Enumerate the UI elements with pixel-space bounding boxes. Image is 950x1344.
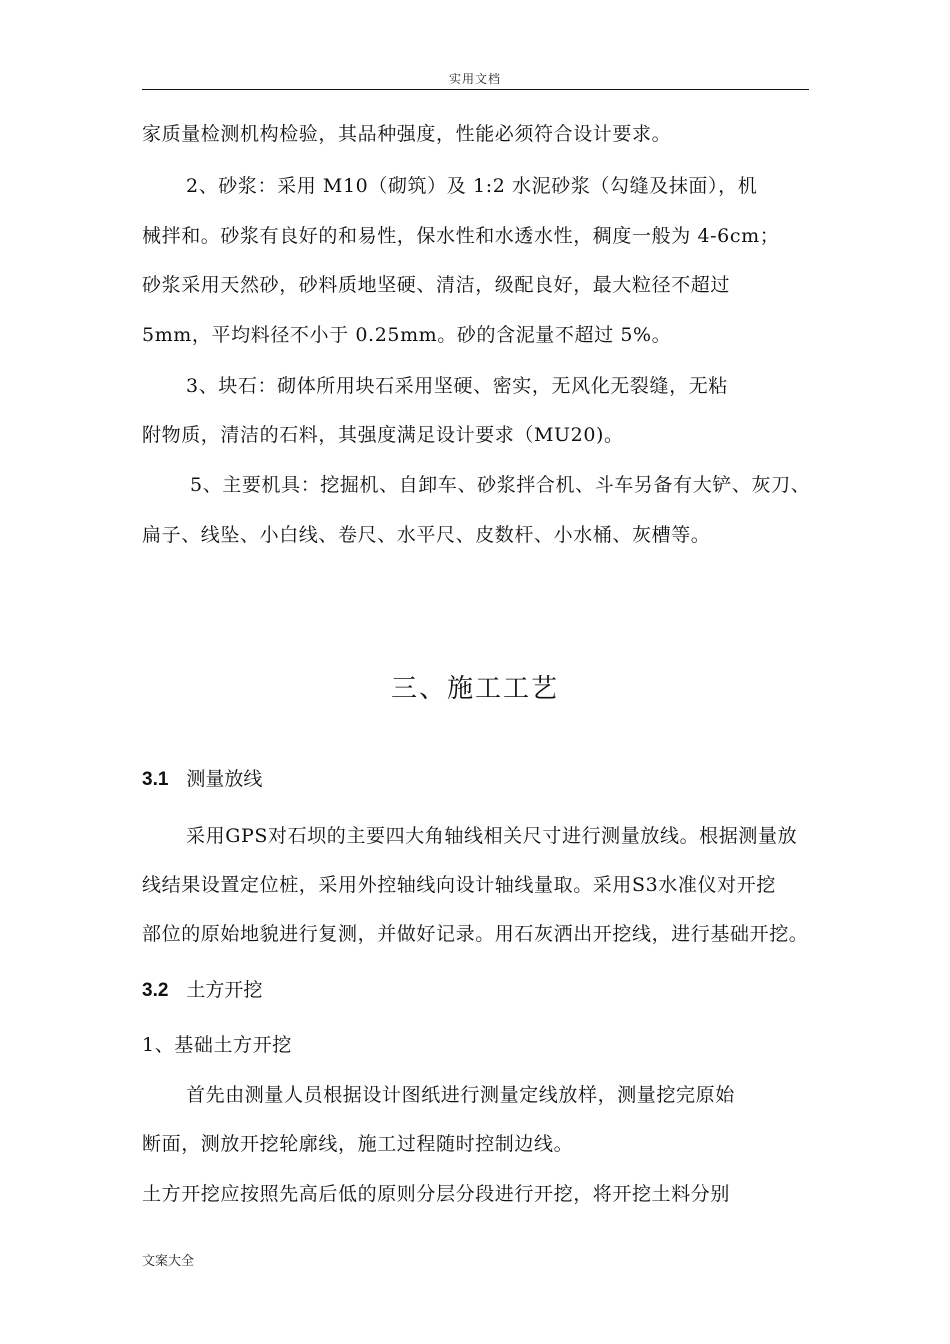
paragraph-line: 部位的原始地貌进行复测，并做好记录。用石灰洒出开挖线，进行基础开挖。 (142, 923, 809, 945)
paragraph-line: 3、块石：砌体所用块石采用坚硬、密实，无风化无裂缝，无粘 (186, 375, 728, 397)
header-divider (142, 89, 809, 90)
paragraph-line: 械拌和。砂浆有良好的和易性，保水性和水透水性，稠度一般为 4-6cm； (142, 225, 780, 247)
paragraph-line: 采用GPS对石坝的主要四大角轴线相关尺寸进行测量放线。根据测量放 (186, 825, 798, 847)
paragraph-line: 断面，测放开挖轮廓线，施工过程随时控制边线。 (142, 1133, 574, 1155)
paragraph-line: 土方开挖应按照先高后低的原则分层分段进行开挖，将开挖土料分别 (142, 1183, 731, 1205)
subsection-title: 测量放线 (186, 768, 263, 790)
section-title: 三、施工工艺 (390, 674, 559, 704)
subsection-number: 3.1 (142, 769, 169, 790)
page-footer: 文案大全 (142, 1254, 195, 1269)
paragraph-line: 5mm，平均料径不小于 0.25mm。砂的含泥量不超过 5%。 (142, 324, 672, 346)
paragraph-line: 砂浆采用天然砂，砂料质地坚硬、清洁，级配良好，最大粒径不超过 (142, 274, 731, 296)
paragraph-line: 线结果设置定位桩，采用外控轴线向设计轴线量取。采用S3水准仪对开挖 (142, 874, 776, 896)
paragraph-line: 2、砂浆：采用 M10（砌筑）及 1:2 水泥砂浆（勾缝及抹面），机 (186, 175, 758, 197)
subsection-heading-3-2 (142, 978, 262, 1003)
paragraph-line: 5、主要机具：挖掘机、自卸车、砂浆拌合机、斗车另备有大铲、灰刀、 (190, 474, 811, 496)
paragraph-line: 扁子、线坠、小白线、卷尺、水平尺、皮数杆、小水桶、灰槽等。 (142, 524, 711, 546)
paragraph-line: 附物质，清洁的石料，其强度满足设计要求（MU20)。 (142, 424, 624, 446)
subsection-title: 土方开挖 (186, 979, 263, 1001)
list-item-heading: 1、基础土方开挖 (142, 1034, 292, 1056)
paragraph-line: 首先由测量人员根据设计图纸进行测量定线放样，测量挖完原始 (186, 1084, 735, 1106)
paragraph-line: 家质量检测机构检验，其品种强度，性能必须符合设计要求。 (142, 123, 672, 145)
subsection-number: 3.2 (142, 980, 169, 1001)
subsection-heading-3-1 (142, 767, 262, 792)
page-header: 实用文档 (448, 72, 501, 86)
